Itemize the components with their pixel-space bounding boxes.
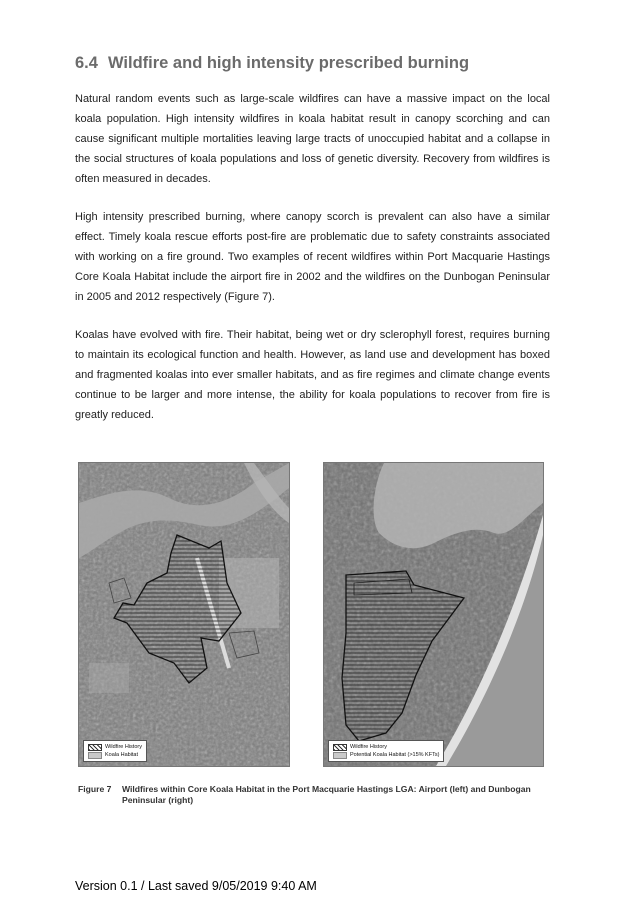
paragraph-prescribed-burning: High intensity prescribed burning, where canopy scorch is prevalent can also have a similar effect. Timely koala rescue efforts post-fire are problematic due to safety constraints associated with working on a fire ground. Two examples of recent wildfires within Port Macquarie Hastings Core Koala Habitat include the airport fire in 2002 and the wildfires on the Dunbogan Peninsular in 2005 and 2012 respectively (Figure 7). — [75, 211, 550, 303]
paragraph-wildfire-impact: Natural random events such as large-scale wildfires can have a massive impact on the local koala population. High intensity wildfires in koala habitat result in canopy scorching and can cause significant multiple mortalities leaving large tracts of unoccupied habitat and a collapse in the social structures of koala populations and loss of genetic diversity. Recovery from wildfires is often measured in decades. — [75, 93, 550, 185]
legend-row-wildfire — [88, 743, 142, 751]
legend-row-potential-koala — [333, 751, 439, 759]
wildfire-swatch — [88, 744, 102, 751]
airport-wildfire-map — [78, 462, 290, 767]
legend-row-koala — [88, 751, 142, 759]
figure-caption-text: Wildfires within Core Koala Habitat in the Port Macquarie Hastings LGA: Airport (left) and Dunbogan Peninsular (right) — [122, 784, 531, 805]
section-title: Wildfire and high intensity prescribed burning — [108, 54, 470, 72]
legend-label: Wildfire History — [350, 744, 387, 750]
potential-koala-habitat-swatch — [333, 752, 347, 759]
legend-label: Wildfire History — [105, 744, 142, 750]
page-footer: Version 0.1 / Last saved 9/05/2019 9:40 AM — [75, 879, 317, 893]
airport-map-image — [79, 463, 289, 766]
paragraph-koala-fire-evolution: Koalas have evolved with fire. Their habitat, being wet or dry sclerophyll forest, requires burning to maintain its ecological function and health. However, as land use and development has boxed and fragmented koalas into ever smaller habitats, and as fire regimes and climate change events continue to be larger and more intense, the ability for koala populations to recover from fire is greatly reduced. — [75, 329, 550, 421]
legend-label: Potential Koala Habitat (>15% KFTs) — [350, 752, 440, 758]
section-heading — [75, 54, 469, 73]
legend-label: Koala Habitat — [105, 752, 139, 758]
figure-label: Figure 7 — [78, 784, 112, 794]
wildfire-swatch — [333, 744, 347, 751]
dunbogan-map-image — [324, 463, 543, 766]
dunbogan-map-legend — [328, 740, 444, 762]
dunbogan-wildfire-map — [323, 462, 544, 767]
koala-habitat-swatch — [88, 752, 102, 759]
legend-row-wildfire — [333, 743, 439, 751]
section-number: 6.4 — [75, 54, 98, 72]
airport-map-legend — [83, 740, 147, 762]
